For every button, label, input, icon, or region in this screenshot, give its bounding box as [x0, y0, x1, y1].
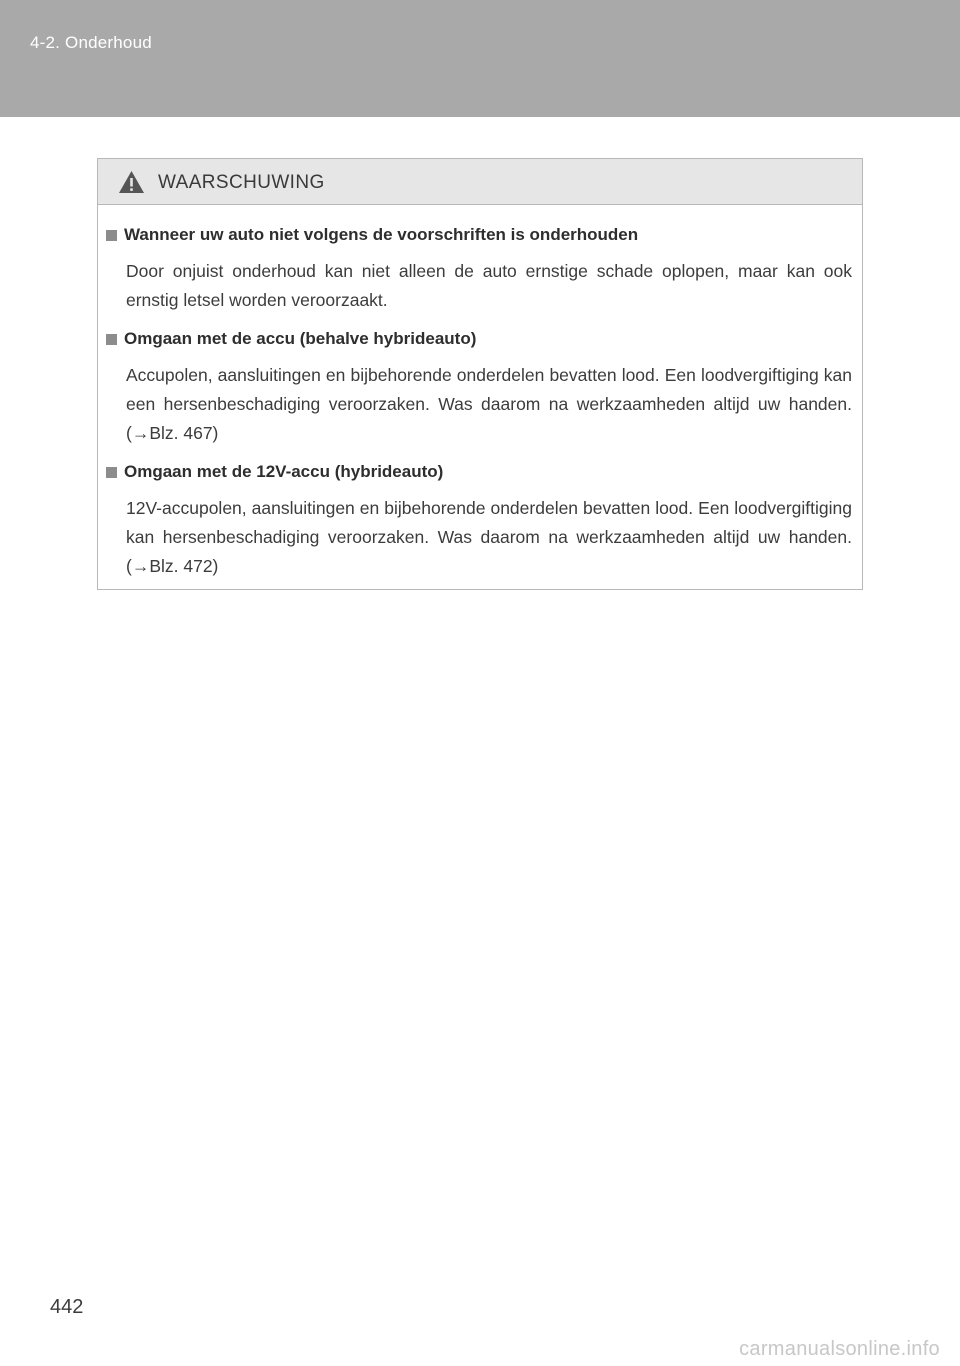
warning-box — [97, 158, 863, 590]
warning-item-heading — [106, 460, 852, 484]
warning-item-text: 12V-accupolen, aansluitingen en bijbehorende onderdelen bevatten lood. Een loodvergiftiging kan hersenbeschadiging veroorzaken. Was daarom na werkzaamheden altijd uw handen. (→Blz. 472) — [126, 498, 852, 576]
warning-item — [106, 327, 852, 448]
square-bullet-icon — [106, 230, 117, 241]
section-title: 4-2. Onderhoud — [30, 33, 152, 52]
warning-triangle-icon — [118, 170, 145, 194]
watermark: carmanualsonline.info — [739, 1338, 940, 1360]
warning-item-heading — [106, 327, 852, 351]
warning-item — [106, 223, 852, 315]
warning-item-text: Accupolen, aansluitingen en bijbehorende onderdelen bevatten lood. Een loodvergiftiging kan een hersenbeschadiging veroorzaken. Was daarom na werkzaamheden altijd uw handen. (→Blz. 467) — [126, 365, 852, 443]
warning-item-heading-text: Wanneer uw auto niet volgens de voorschriften is onderhouden — [124, 225, 639, 244]
warning-title: WAARSCHUWING — [158, 172, 325, 193]
warning-item-heading-text: Omgaan met de accu (behalve hybrideauto) — [124, 329, 477, 348]
warning-header — [98, 159, 862, 205]
page-number: 442 — [50, 1296, 84, 1318]
square-bullet-icon — [106, 467, 117, 478]
warning-item-text: Door onjuist onderhoud kan niet alleen de auto ernstige schade oplopen, maar kan ook ernstig letsel worden veroorzaakt. — [126, 261, 852, 310]
square-bullet-icon — [106, 334, 117, 345]
warning-item-heading-text: Omgaan met de 12V-accu (hybrideauto) — [124, 462, 444, 481]
warning-item-heading — [106, 223, 852, 247]
warning-item — [106, 460, 852, 581]
page-header-band — [0, 0, 960, 117]
warning-body — [98, 205, 862, 581]
